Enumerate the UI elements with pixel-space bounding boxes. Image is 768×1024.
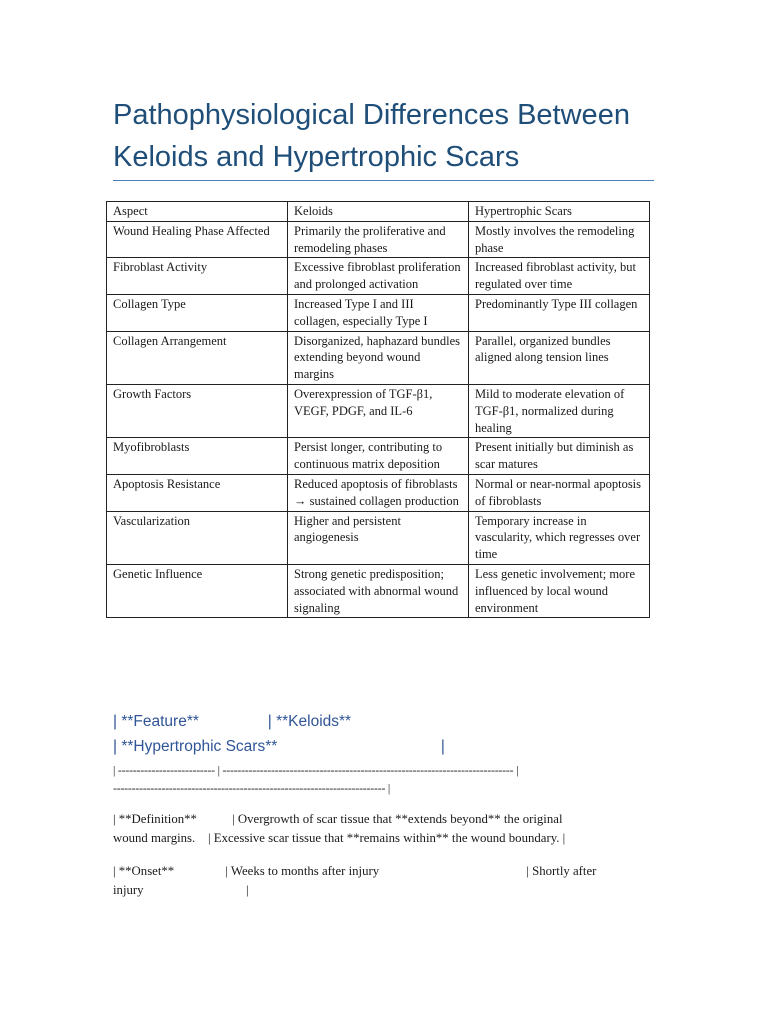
hypertrophic-cell: Temporary increase in vascularity, which regresses over time [469, 511, 650, 564]
keloids-cell: Persist longer, contributing to continuous matrix deposition [288, 438, 469, 475]
markdown-separator-line-2: ------------------------------------------------------------------------- | [113, 781, 391, 795]
table-row [107, 564, 650, 617]
aspect-cell: Collagen Type [107, 294, 288, 331]
title-line-2: Keloids and Hypertrophic Scars [113, 141, 520, 173]
aspect-cell: Wound Healing Phase Affected [107, 221, 288, 258]
markdown-heading-line-1: | **Feature** | **Keloids** [113, 713, 352, 730]
table-row [107, 221, 650, 258]
aspect-cell: Collagen Arrangement [107, 331, 288, 384]
table-row [107, 438, 650, 475]
keloids-cell: Strong genetic predisposition; associated with abnormal wound signaling [288, 564, 469, 617]
markdown-onset-line-1: | **Onset** | Weeks to months after injury | Shortly after [113, 864, 597, 878]
table-row [107, 258, 650, 295]
keloids-cell: Higher and persistent angiogenesis [288, 511, 469, 564]
hypertrophic-cell: Increased fibroblast activity, but regulated over time [469, 258, 650, 295]
keloids-cell: Disorganized, haphazard bundles extending beyond wound margins [288, 331, 469, 384]
hypertrophic-cell: Present initially but diminish as scar matures [469, 438, 650, 475]
markdown-separator-line-1: | -------------------------- | ------------------------------------------------------------------------------ | [113, 763, 519, 777]
hypertrophic-cell: Mild to moderate elevation of TGF-β1, normalized during healing [469, 384, 650, 437]
keloids-cell: Reduced apoptosis of fibroblasts → sustained collagen production [288, 474, 469, 511]
hypertrophic-cell: Mostly involves the remodeling phase [469, 221, 650, 258]
aspect-cell: Genetic Influence [107, 564, 288, 617]
title-underline [113, 180, 654, 181]
comparison-table [106, 201, 650, 618]
aspect-cell: Myofibroblasts [107, 438, 288, 475]
hypertrophic-cell: Less genetic involvement; more influenced by local wound environment [469, 564, 650, 617]
hypertrophic-cell: Predominantly Type III collagen [469, 294, 650, 331]
table-row [107, 331, 650, 384]
markdown-definition-line-2: wound margins. | Excessive scar tissue that **remains within** the wound boundary. | [113, 831, 566, 845]
aspect-cell: Fibroblast Activity [107, 258, 288, 295]
aspect-cell: Growth Factors [107, 384, 288, 437]
aspect-cell: Apoptosis Resistance [107, 474, 288, 511]
keloids-cell: Primarily the proliferative and remodeling phases [288, 221, 469, 258]
page-title [113, 94, 673, 178]
header-cell-aspect: Aspect [107, 202, 288, 222]
keloids-cell: Overexpression of TGF-β1, VEGF, PDGF, and IL-6 [288, 384, 469, 437]
table-row [107, 511, 650, 564]
keloids-cell: Excessive fibroblast proliferation and prolonged activation [288, 258, 469, 295]
markdown-definition-line-1: | **Definition** | Overgrowth of scar tissue that **extends beyond** the original [113, 812, 563, 826]
markdown-table-heading [113, 709, 673, 759]
aspect-cell: Vascularization [107, 511, 288, 564]
table-row [107, 294, 650, 331]
markdown-heading-line-2: | **Hypertrophic Scars** | [113, 738, 445, 755]
table-header-row [107, 202, 650, 222]
table-row [107, 474, 650, 511]
header-cell-hypertrophic: Hypertrophic Scars [469, 202, 650, 222]
keloids-cell: Increased Type I and III collagen, especially Type I [288, 294, 469, 331]
markdown-onset-line-2: injury | [113, 883, 249, 897]
header-cell-keloids: Keloids [288, 202, 469, 222]
hypertrophic-cell: Parallel, organized bundles aligned along tension lines [469, 331, 650, 384]
title-line-1: Pathophysiological Differences Between [113, 99, 630, 131]
hypertrophic-cell: Normal or near-normal apoptosis of fibroblasts [469, 474, 650, 511]
table-row [107, 384, 650, 437]
